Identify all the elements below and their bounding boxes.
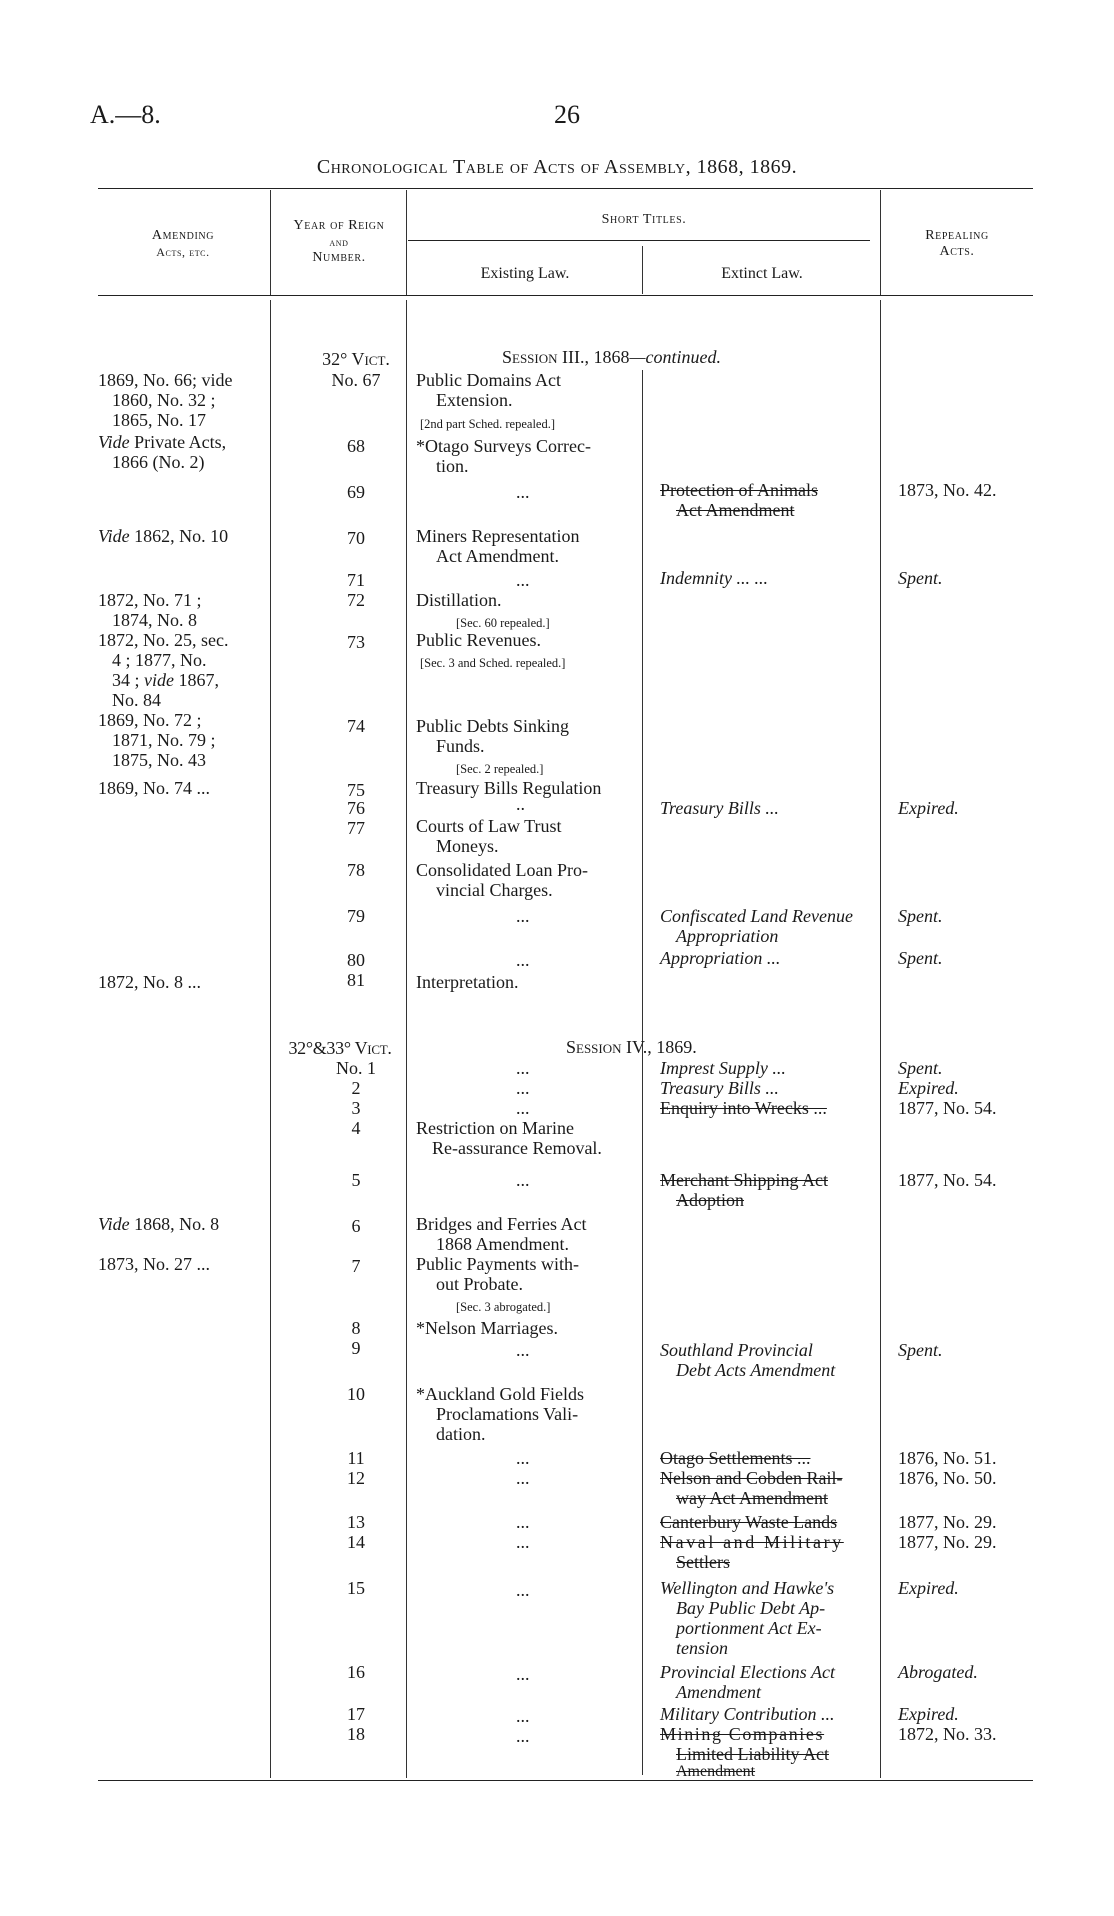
act-number: 2 [351,1078,361,1098]
act-number: 78 [347,860,365,880]
act-number: 4 [351,1118,361,1138]
repealing-act: Abrogated. [898,1662,978,1682]
extinct-law-title: tension [676,1638,728,1658]
existing-law-title: vincial Charges. [436,880,553,900]
extinct-law-title: Wellington and Hawke's [660,1578,835,1598]
existing-law-title: ... [516,1468,530,1488]
extinct-law-title: Mining Companies [660,1724,825,1744]
act-number: 80 [347,950,365,970]
act-number: 8 [351,1318,361,1338]
existing-law-title: out Probate. [436,1274,523,1294]
existing-law-title: ... [516,1706,530,1726]
extinct-law-title: Otago Settlements ... [660,1448,811,1468]
act-number: 15 [347,1578,365,1598]
existing-law-title: Public Revenues. [416,630,541,650]
act-number: 6 [351,1216,361,1236]
repealing-act: 1877, No. 29. [898,1532,997,1552]
existing-law-note: [Sec. 2 repealed.] [456,762,544,776]
extinct-law-title: Amendment [676,1682,761,1702]
amending-cell: Vide 1868, No. 8 [98,1214,220,1234]
act-number: 11 [347,1448,365,1468]
act-number: No. 67 [331,370,381,390]
existing-law-title: ... [516,1098,530,1118]
act-number: 16 [347,1662,365,1682]
act-number: 10 [347,1384,365,1404]
amending-cell: No. 84 [112,690,161,710]
existing-law-title: ... [516,950,530,970]
repealing-act: 1876, No. 50. [898,1468,997,1488]
reign-year: 32°&33° Vict. [288,1038,392,1058]
amending-cell: 1872, No. 8 ... [98,972,201,992]
existing-law-title: ... [516,1058,530,1078]
act-number: 75 [347,780,365,800]
existing-law-title: Public Domains Act [416,370,561,390]
repealing-act: Spent. [898,906,943,926]
header-year: Year of Reign and Number. [293,218,385,265]
body-divider-1 [270,300,271,1778]
act-number: 69 [347,482,365,502]
amending-cell: 1860, No. 32 ; [112,390,216,410]
act-number: 13 [347,1512,365,1532]
act-number: 3 [351,1098,361,1118]
amending-cell: 1866 (No. 2) [112,452,205,472]
existing-law-title: Miners Representation [416,526,580,546]
extinct-law-title: Appropriation [676,926,779,946]
session-iii-heading: Session III., 1868—continued. [502,347,721,367]
existing-law-title: ... [516,1340,530,1360]
act-number: 74 [347,716,365,736]
act-number: 71 [347,570,365,590]
existing-law-title: Treasury Bills Regulation [416,778,602,798]
amending-cell: 1865, No. 17 [112,410,206,430]
amending-cell: 4 ; 1877, No. [112,650,207,670]
existing-law-title: Restriction on Marine [416,1118,574,1138]
repealing-act: 1872, No. 33. [898,1724,997,1744]
table-top-rule [98,188,1033,189]
extinct-law-title: Act Amendment [676,500,795,520]
col-divider-3 [642,246,643,294]
existing-law-title: ... [516,1448,530,1468]
act-number: 9 [351,1338,361,1358]
extinct-law-title: Nelson and Cobden Rail- [660,1468,843,1488]
existing-law-title: ... [516,1726,530,1746]
repealing-act: Expired. [898,798,959,818]
repealing-act: 1877, No. 54. [898,1170,997,1190]
extinct-law-title: Settlers [676,1552,730,1572]
existing-law-title: Interpretation. [416,972,519,992]
extinct-law-title: Limited Liability Act [676,1744,829,1764]
table-bottom-rule [98,1780,1033,1781]
existing-law-note: [Sec. 3 and Sched. repealed.] [420,656,566,670]
amending-cell: 1871, No. 79 ; [112,730,216,750]
body-divider-4 [880,300,881,1778]
amending-cell: 34 ; vide 1867, [112,670,219,690]
col-divider-1 [270,190,271,295]
existing-law-title: ... [516,906,530,926]
extinct-law-title: Appropriation ... [660,948,781,968]
act-number: 12 [347,1468,365,1488]
existing-law-title: ... [516,570,530,590]
existing-law-title: ... [516,1532,530,1552]
extinct-law-title: portionment Act Ex- [676,1618,822,1638]
amending-cell: 1872, No. 71 ; [98,590,202,610]
repealing-act: Expired. [898,1078,959,1098]
existing-law-title: Re-assurance Removal. [432,1138,602,1158]
repealing-act: Spent. [898,1058,943,1078]
extinct-law-title: Merchant Shipping Act [660,1170,828,1190]
existing-law-title: Funds. [436,736,485,756]
extinct-law-title: Imprest Supply ... [660,1058,786,1078]
extinct-law-title: Adoption [676,1190,745,1210]
existing-law-title: ... [516,1170,530,1190]
existing-law-title: ... [516,1580,530,1600]
amending-cell: 1869, No. 74 ... [98,778,210,798]
existing-law-title: Courts of Law Trust [416,816,562,836]
act-number: 18 [347,1724,365,1744]
existing-law-title: ... [516,482,530,502]
header-bottom-rule [98,295,1033,296]
amending-cell: 1873, No. 27 ... [98,1254,210,1274]
extinct-law-title: way Act Amendment [676,1488,828,1508]
existing-law-title: ... [516,1664,530,1684]
existing-law-title: Moneys. [436,836,499,856]
act-number: 81 [347,970,365,990]
act-number: 7 [351,1256,361,1276]
existing-law-title: *Auckland Gold Fields [416,1384,584,1404]
existing-law-title: *Otago Surveys Correc- [416,436,591,456]
table-caption: Chronological Table of Acts of Assembly, 1868, 1869. [316,156,798,178]
header-short-titles: Short Titles. [601,212,687,227]
header-repealing: Repealing Acts. [925,228,989,259]
existing-law-title: Proclamations Vali- [436,1404,579,1424]
existing-law-title: *Nelson Marriages. [416,1318,558,1338]
existing-law-title: Distillation. [416,590,502,610]
amending-cell: Vide 1862, No. 10 [98,526,229,546]
extinct-law-title: Military Contribution ... [660,1704,835,1724]
existing-law-note: [2nd part Sched. repealed.] [420,417,556,431]
act-number: No. 1 [336,1058,376,1078]
col-divider-4 [880,190,881,295]
repealing-act: 1873, No. 42. [898,480,997,500]
act-number: 77 [347,818,365,838]
existing-law-title: Bridges and Ferries Act [416,1214,587,1234]
existing-law-note: [Sec. 3 abrogated.] [456,1300,551,1314]
existing-law-title: ... [516,1078,530,1098]
existing-law-title: dation. [436,1424,486,1444]
act-number: 5 [351,1170,361,1190]
act-number: 68 [347,436,365,456]
act-number: 79 [347,906,365,926]
extinct-law-title: Provincial Elections Act [660,1662,835,1682]
amending-cell: 1869, No. 72 ; [98,710,202,730]
page-number: 26 [554,100,580,129]
repealing-act: 1876, No. 51. [898,1448,997,1468]
extinct-law-title: Naval and Military [660,1532,844,1552]
existing-law-title: tion. [436,456,469,476]
repealing-act: Spent. [898,568,943,588]
act-number: 70 [347,528,365,548]
extinct-law-title: Bay Public Debt Ap- [676,1598,826,1618]
act-number: 17 [347,1704,365,1724]
extinct-law-title: Protection of Animals [660,480,818,500]
col-divider-2 [406,190,407,295]
extinct-law-title: Indemnity ... ... [660,568,768,588]
repealing-act: Expired. [898,1704,959,1724]
header-extinct: Extinct Law. [721,265,803,282]
existing-law-title: 1868 Amendment. [436,1234,569,1254]
act-number: 73 [347,632,365,652]
header-existing: Existing Law. [480,265,570,282]
page-identifier: A.—8. [90,100,161,129]
repealing-act: Spent. [898,1340,943,1360]
act-number: 72 [347,590,365,610]
amending-cell: 1872, No. 25, sec. [98,630,229,650]
repealing-act: Spent. [898,948,943,968]
repealing-act: 1877, No. 29. [898,1512,997,1532]
extinct-law-title: Confiscated Land Revenue [660,906,853,926]
amending-cell: 1869, No. 66; vide [98,370,233,390]
amending-cell: Vide Private Acts, [98,432,227,452]
act-number: 14 [347,1532,365,1552]
existing-law-note: [Sec. 60 repealed.] [456,616,550,630]
repealing-act: Expired. [898,1578,959,1598]
extinct-law-title: Enquiry into Wrecks ... [660,1098,827,1118]
existing-law-title: Public Payments with- [416,1254,579,1274]
session-iv-heading: Session IV., 1869. [566,1037,697,1057]
body-divider-3 [642,370,643,1775]
extinct-law-title: Treasury Bills ... [660,798,779,818]
short-titles-rule [408,240,870,241]
extinct-law-title: Treasury Bills ... [660,1078,779,1098]
extinct-law-title: Amendment [676,1763,756,1780]
extinct-law-title: Canterbury Waste Lands [660,1512,838,1532]
extinct-law-title: Southland Provincial [660,1340,813,1360]
existing-law-title: Public Debts Sinking [416,716,570,736]
repealing-act: 1877, No. 54. [898,1098,997,1118]
reign-year: 32° Vict. [322,349,390,369]
amending-cell: 1875, No. 43 [112,750,206,770]
act-number: 76 [347,798,365,818]
header-amending: Amending Acts, etc. [151,228,215,259]
existing-law-title: .. [516,794,525,814]
extinct-law-title: Debt Acts Amendment [676,1360,836,1380]
amending-cell: 1874, No. 8 [112,610,197,630]
existing-law-title: Act Amendment. [436,546,559,566]
existing-law-title: Consolidated Loan Pro- [416,860,588,880]
existing-law-title: ... [516,1512,530,1532]
existing-law-title: Extension. [436,390,513,410]
